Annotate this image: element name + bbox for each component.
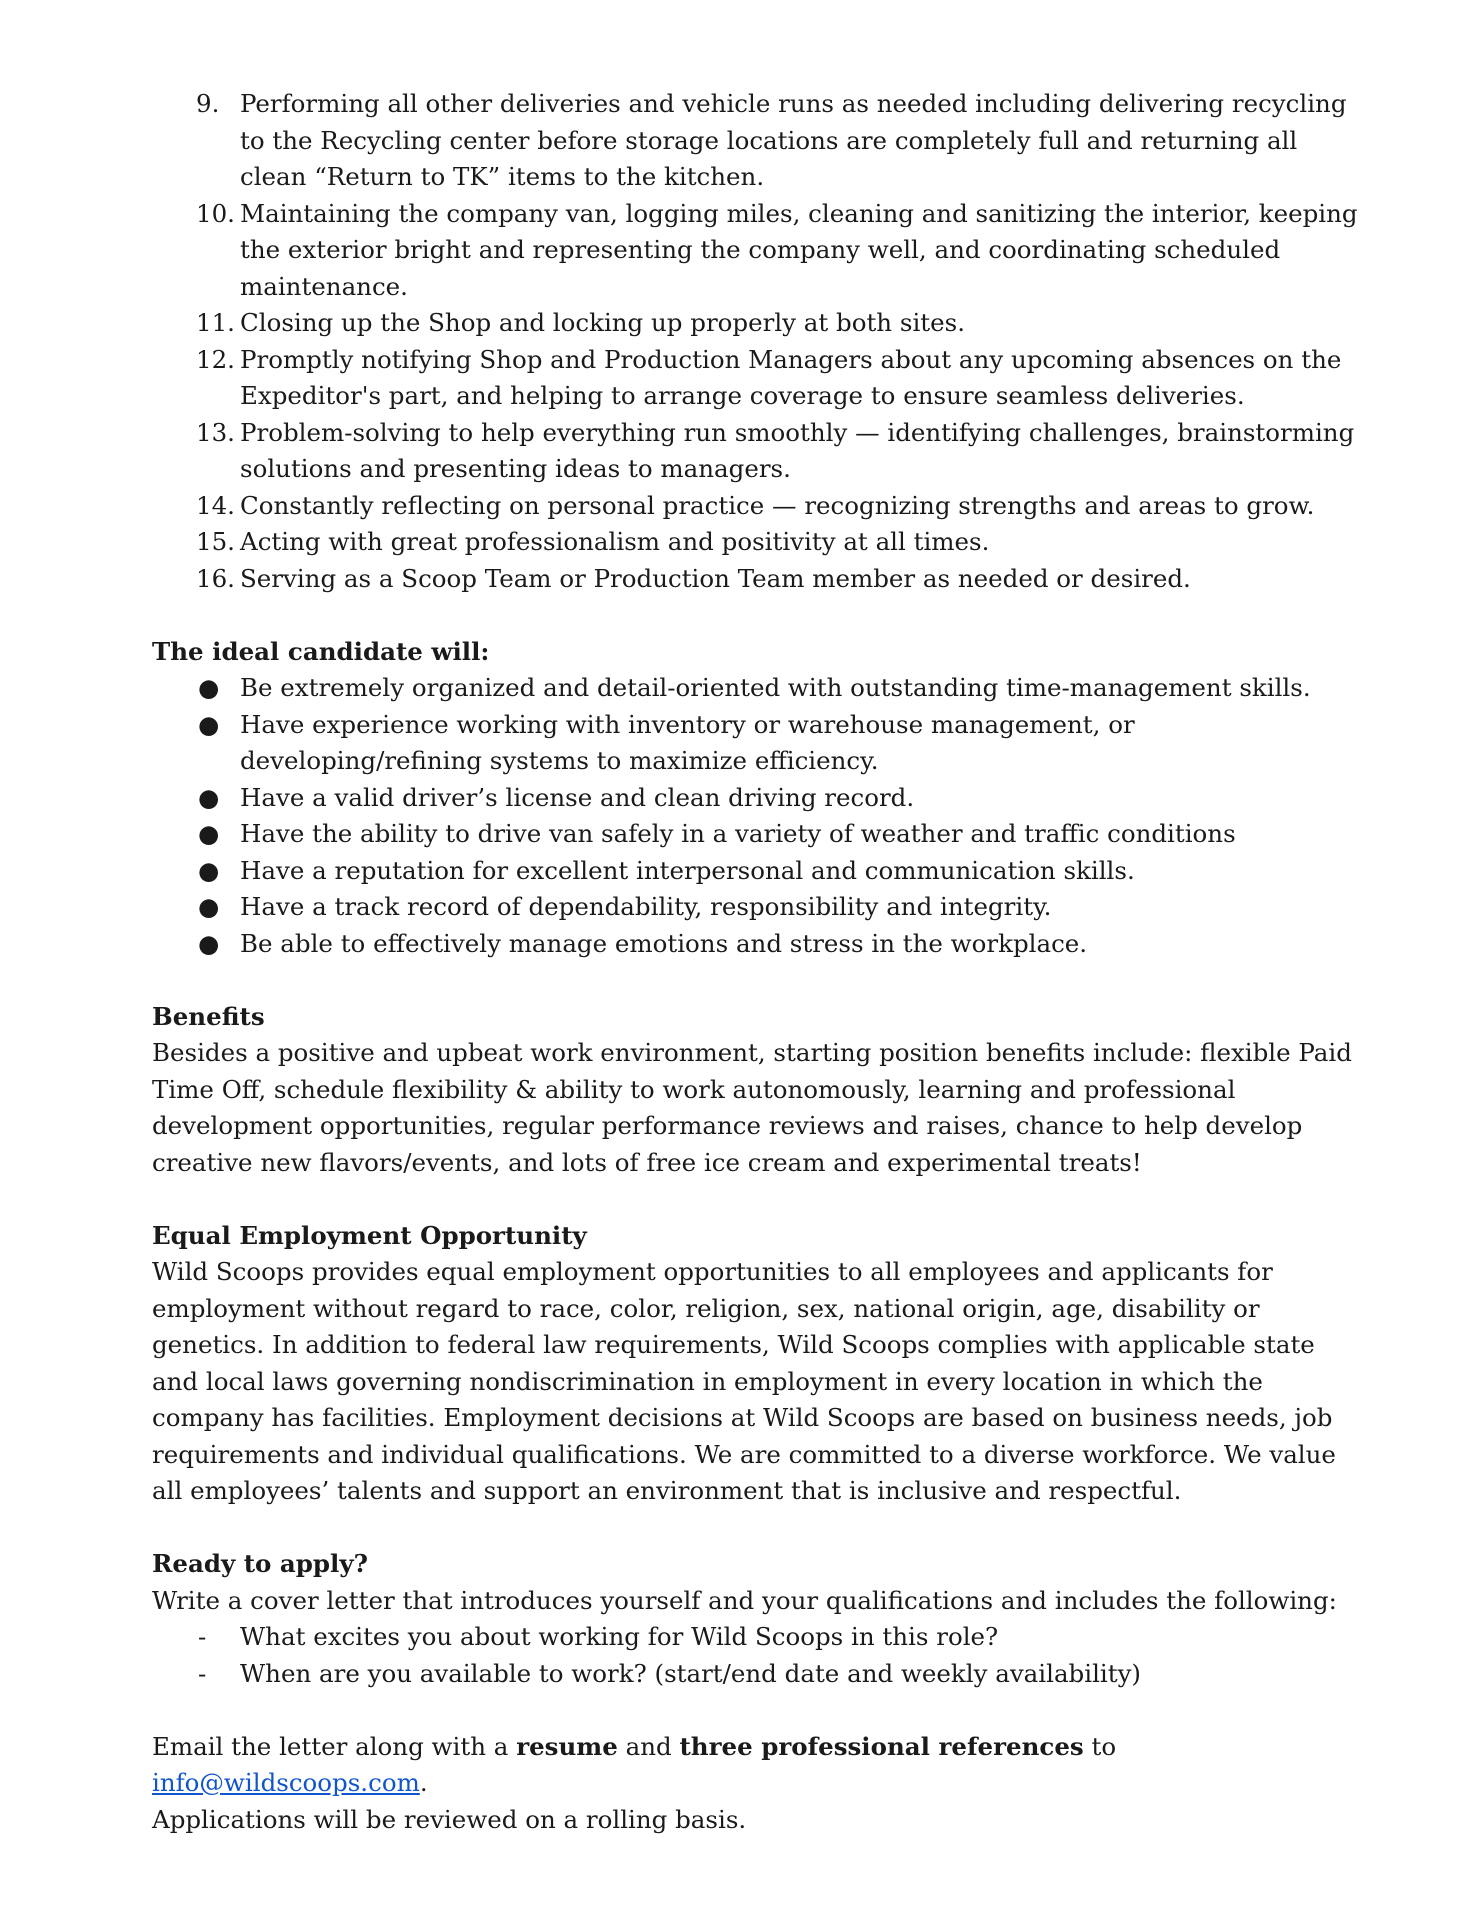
bullet-icon: ● xyxy=(198,892,220,921)
list-item-text: Promptly notifying Shop and Production Managers about any upcoming absences on the Expeditor's part, and helping to arrange coverage to ensure seamless deliveries. xyxy=(240,344,1342,410)
bullet-icon: ● xyxy=(198,709,220,739)
list-item-text: Be able to effectively manage emotions and stress in the workplace. xyxy=(240,928,1088,958)
bullet-icon: ● xyxy=(198,855,220,885)
email-link[interactable]: info@wildscoops.com xyxy=(152,1768,420,1797)
list-item-text: Maintaining the company van, logging miles, cleaning and sanitizing the interior, keeping the exterior bright and representing the company well, and coordinating scheduled maintenance. xyxy=(240,198,1358,301)
list-item xyxy=(152,889,1367,926)
list-item xyxy=(152,342,1367,415)
list-number: 14. xyxy=(196,490,235,520)
list-item xyxy=(152,816,1367,853)
bullet-icon: ● xyxy=(198,928,220,958)
email-instructions xyxy=(152,1729,1367,1802)
document-page xyxy=(152,86,1367,1838)
list-item xyxy=(152,780,1367,817)
apply-intro: Write a cover letter that introduces yourself and your qualifications and includes the following: xyxy=(152,1585,1337,1615)
list-item-text: Have the ability to drive van safely in a variety of weather and traffic conditions xyxy=(240,819,1236,848)
email-prefix: Email the letter along with a xyxy=(152,1731,517,1761)
list-number: 16. xyxy=(196,563,235,593)
benefits-heading: Benefits xyxy=(152,1001,265,1031)
eeo-paragraph: Wild Scoops provides equal employment opportunities to all employees and applicants for employment without regard to race, color, religion, sex, national origin, age, disability or genetics. In addition to federal law requirements, Wild Scoops complies with applicable state and local laws governing nondiscrimination in employment in every location in which the company has facilities. Employment decisions at Wild Scoops are based on business needs, job requirements and individual qualifications. We are committed to a diverse workforce. We value all employees’ talents and support an environment that is inclusive and respectful. xyxy=(152,1257,1336,1505)
bullet-icon: ● xyxy=(198,819,220,848)
eeo-heading: Equal Employment Opportunity xyxy=(152,1220,587,1250)
dash-icon: - xyxy=(198,1622,207,1651)
list-item xyxy=(152,196,1367,306)
closing-text: Applications will be reviewed on a rolling basis. xyxy=(152,1804,747,1834)
list-item xyxy=(152,524,1367,561)
list-item xyxy=(152,561,1367,598)
list-item xyxy=(152,86,1367,196)
list-number: 9. xyxy=(196,89,220,118)
list-item xyxy=(152,305,1367,342)
resume-text: resume xyxy=(516,1731,618,1761)
list-item xyxy=(152,488,1367,525)
candidate-list xyxy=(152,670,1367,962)
list-item-text: What excites you about working for Wild Scoops in this role? xyxy=(240,1622,999,1651)
dash-icon: - xyxy=(198,1658,207,1688)
list-number: 10. xyxy=(196,198,235,228)
list-number: 13. xyxy=(196,417,235,447)
list-item-text: When are you available to work? (start/end date and weekly availability) xyxy=(240,1658,1141,1688)
duties-list xyxy=(152,86,1367,597)
list-item-text: Have experience working with inventory or warehouse management, or developing/refining systems to maximize efficiency. xyxy=(240,709,1135,775)
list-item-text: Serving as a Scoop Team or Production Team member as needed or desired. xyxy=(240,563,1191,593)
list-item-text: Have a reputation for excellent interpersonal and communication skills. xyxy=(240,855,1135,885)
list-item-text: Performing all other deliveries and vehicle runs as needed including delivering recycling to the Recycling center before storage locations are completely full and returning all clean “Return to TK” items to the kitchen. xyxy=(240,89,1347,191)
list-item xyxy=(152,926,1367,963)
apply-heading: Ready to apply? xyxy=(152,1549,368,1578)
bullet-icon: ● xyxy=(198,782,220,812)
to-text: to xyxy=(1083,1731,1117,1761)
list-number: 11. xyxy=(196,308,235,337)
list-item-text: Have a track record of dependability, responsibility and integrity. xyxy=(240,892,1052,921)
period-text: . xyxy=(419,1768,428,1797)
list-item xyxy=(152,853,1367,890)
apply-list xyxy=(152,1619,1367,1692)
list-item xyxy=(152,1656,1367,1693)
list-number: 12. xyxy=(196,344,235,374)
list-item xyxy=(152,1619,1367,1656)
list-item-text: Constantly reflecting on personal practice — recognizing strengths and areas to grow. xyxy=(240,490,1315,520)
list-item-text: Have a valid driver’s license and clean driving record. xyxy=(240,782,915,812)
list-item xyxy=(152,415,1367,488)
list-item xyxy=(152,707,1367,780)
candidate-heading: The ideal candidate will: xyxy=(152,636,490,666)
and-text: and xyxy=(617,1731,680,1761)
list-item-text: Closing up the Shop and locking up properly at both sites. xyxy=(240,308,965,337)
list-item-text: Problem-solving to help everything run smoothly — identifying challenges, brainstorming solutions and presenting ideas to managers. xyxy=(240,417,1355,483)
list-item-text: Be extremely organized and detail-oriented with outstanding time-management skills. xyxy=(240,673,1311,702)
list-number: 15. xyxy=(196,527,235,556)
list-item xyxy=(152,670,1367,707)
bullet-icon: ● xyxy=(198,673,220,702)
references-text: three professional references xyxy=(679,1731,1084,1761)
benefits-paragraph: Besides a positive and upbeat work environment, starting position benefits include: flexible Paid Time Off, schedule flexibility & ability to work autonomously, learning and professional development opportunities, regular performance reviews and raises, chance to help develop creative new flavors/events, and lots of free ice cream and experimental treats! xyxy=(152,1038,1352,1177)
list-item-text: Acting with great professionalism and positivity at all times. xyxy=(240,527,990,556)
